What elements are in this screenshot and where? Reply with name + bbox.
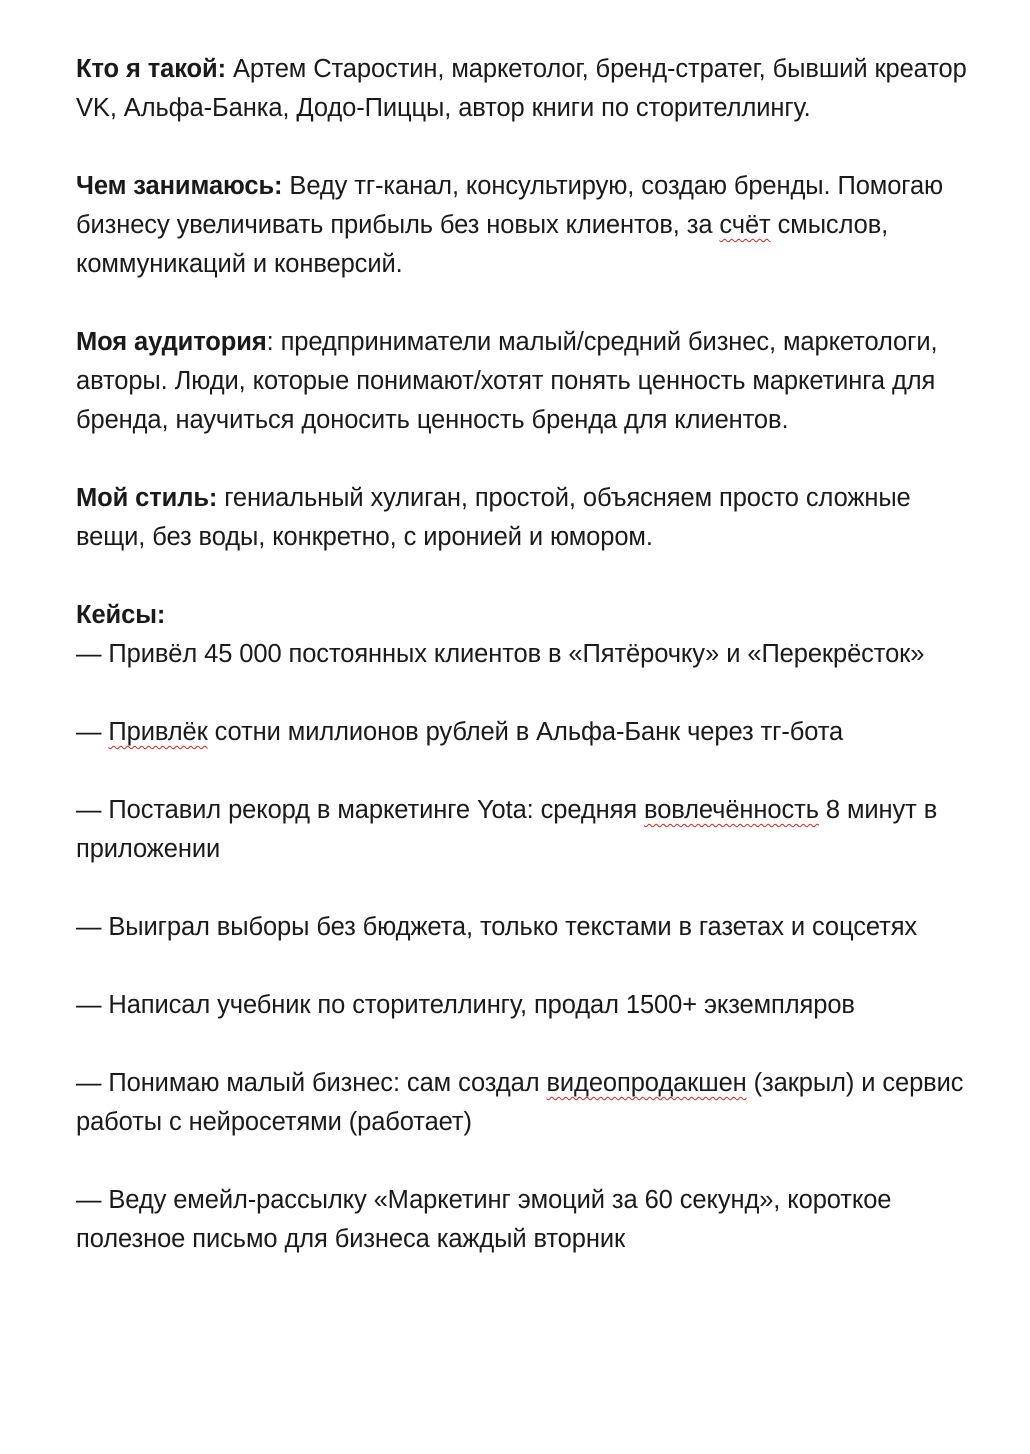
spellcheck-flagged-word[interactable]: видеопродакшен — [546, 1069, 747, 1097]
who-label: Кто я такой: — [76, 55, 226, 83]
audience-text: : предприниматели малый/средний бизнес, маркетологи, авторы. Люди, которые понимают/хотят понять ценность маркетинга для бренда, научиться доносить ценность бренда для клиентов. — [76, 328, 938, 434]
cases-heading: Кейсы: — [76, 601, 166, 629]
case-text: сотни миллионов рублей в Альфа-Банк через тг-бота — [207, 718, 844, 746]
style-label: Мой стиль: — [76, 484, 218, 512]
spellcheck-flagged-word[interactable]: Привлёк — [108, 718, 208, 746]
paragraph-what — [76, 167, 976, 284]
case-item: — Выиграл выборы без бюджета, только текстами в газетах и соцсетях — [76, 913, 918, 941]
what-text-after: смыслов, коммуникаций и конверсий. — [76, 211, 889, 278]
document-body — [76, 50, 976, 1259]
spellcheck-flagged-word[interactable]: счёт — [719, 211, 771, 239]
what-label: Чем занимаюсь: — [76, 172, 283, 200]
who-text: Артем Старостин, маркетолог, бренд-стратег, бывший креатор VK, Альфа-Банка, Додо-Пиццы, автор книги по сторителлингу. — [76, 55, 967, 122]
style-text: гениальный хулиган, простой, объясняем просто сложные вещи, без воды, конкретно, с иронией и юмором. — [76, 484, 911, 551]
spellcheck-flagged-word[interactable]: вовлечённость — [644, 796, 819, 824]
case-item — [76, 1064, 976, 1142]
paragraph-style — [76, 479, 976, 557]
what-text-before: Веду тг-канал, консультирую, создаю бренды. Помогаю бизнесу увеличивать прибыль без новых клиентов, за — [76, 172, 944, 239]
paragraph-audience — [76, 323, 976, 440]
case-text: — Поставил рекорд в маркетинге Yota: средняя — [76, 796, 645, 824]
case-prefix: — — [76, 718, 109, 746]
case-item — [76, 713, 976, 752]
case-text: 8 минут в приложении — [76, 796, 938, 863]
case-item: — Написал учебник по сторителлингу, продал 1500+ экземпляров — [76, 991, 855, 1019]
case-item: — Веду емейл-рассылку «Маркетинг эмоций за 60 секунд», короткое полезное письмо для бизнеса каждый вторник — [76, 1186, 892, 1253]
case-item — [76, 791, 976, 869]
case-text: — Понимаю малый бизнес: сам создал — [76, 1069, 547, 1097]
paragraph-who — [76, 50, 976, 128]
audience-label: Моя аудитория — [76, 328, 267, 356]
case-text: (закрыл) и сервис работы с нейросетями (работает) — [76, 1069, 964, 1136]
case-item: — Привёл 45 000 постоянных клиентов в «Пятёрочку» и «Перекрёсток» — [76, 640, 925, 668]
